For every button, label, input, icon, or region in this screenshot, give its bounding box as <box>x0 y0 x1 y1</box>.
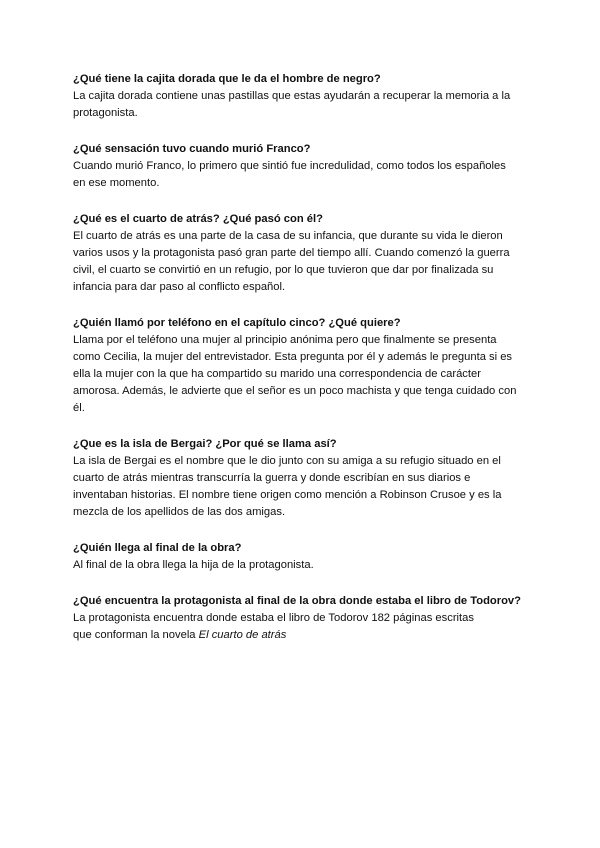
question-heading: ¿Quién llamó por teléfono en el capítulo cinco? ¿Qué quiere? <box>73 317 401 329</box>
qa-item <box>73 540 543 574</box>
document-page <box>73 71 543 663</box>
answer-paragraph: La isla de Bergai es el nombre que le dio junto con su amiga a su refugio situado en el cuarto de atrás mientras transcurría la guerra y donde escribían en sus diarios e inventaban historias. El nombre tiene origen como mención a Robinson Crusoe y es la mezcla de los apellidos de las dos amigas. <box>73 455 502 518</box>
answer-paragraph: Al final de la obra llega la hija de la protagonista. <box>73 559 314 571</box>
question-heading: ¿Qué tiene la cajita dorada que le da el hombre de negro? <box>73 73 381 85</box>
question-heading: ¿Qué encuentra la protagonista al final de la obra donde estaba el libro de Todorov? <box>73 595 521 607</box>
qa-item <box>73 436 543 521</box>
question-heading: ¿Que es la isla de Bergai? ¿Por qué se llama así? <box>73 438 337 450</box>
answer-paragraph: El cuarto de atrás es una parte de la casa de su infancia, que durante su vida le dieron varios usos y la protagonista pasó gran parte del tiempo allí. Cuando comenzó la guerra civil, el cuarto se convirtió en un refugio, por lo que tuvieron que dar por finalizada su infancia para dar paso al conflicto español. <box>73 230 510 293</box>
answer-text: La protagonista encuentra donde estaba el libro de Todorov 182 páginas escritas que conforman la novela <box>73 612 474 641</box>
novel-title: El cuarto de atrás <box>198 629 287 641</box>
qa-item <box>73 141 543 192</box>
qa-item <box>73 211 543 296</box>
question-heading: ¿Qué sensación tuvo cuando murió Franco? <box>73 143 311 155</box>
qa-item <box>73 71 543 122</box>
qa-item <box>73 593 543 644</box>
answer-paragraph: Cuando murió Franco, lo primero que sintió fue incredulidad, como todos los españoles en ese momento. <box>73 160 506 189</box>
question-heading: ¿Qué es el cuarto de atrás? ¿Qué pasó con él? <box>73 213 323 225</box>
answer-paragraph: Llama por el teléfono una mujer al principio anónima pero que finalmente se presenta como Cecilia, la mujer del entrevistador. Esta pregunta por él y además le pregunta si es ella la mujer con la que ha compartido su marido una correspondencia de carácter amorosa. Además, le advierte que el señor es un poco machista y que tenga cuidado con él. <box>73 334 517 414</box>
qa-item <box>73 315 543 417</box>
answer-paragraph: La cajita dorada contiene unas pastillas que estas ayudarán a recuperar la memoria a la protagonista. <box>73 90 511 119</box>
answer-paragraph <box>73 610 493 644</box>
question-heading: ¿Quién llega al final de la obra? <box>73 542 242 554</box>
